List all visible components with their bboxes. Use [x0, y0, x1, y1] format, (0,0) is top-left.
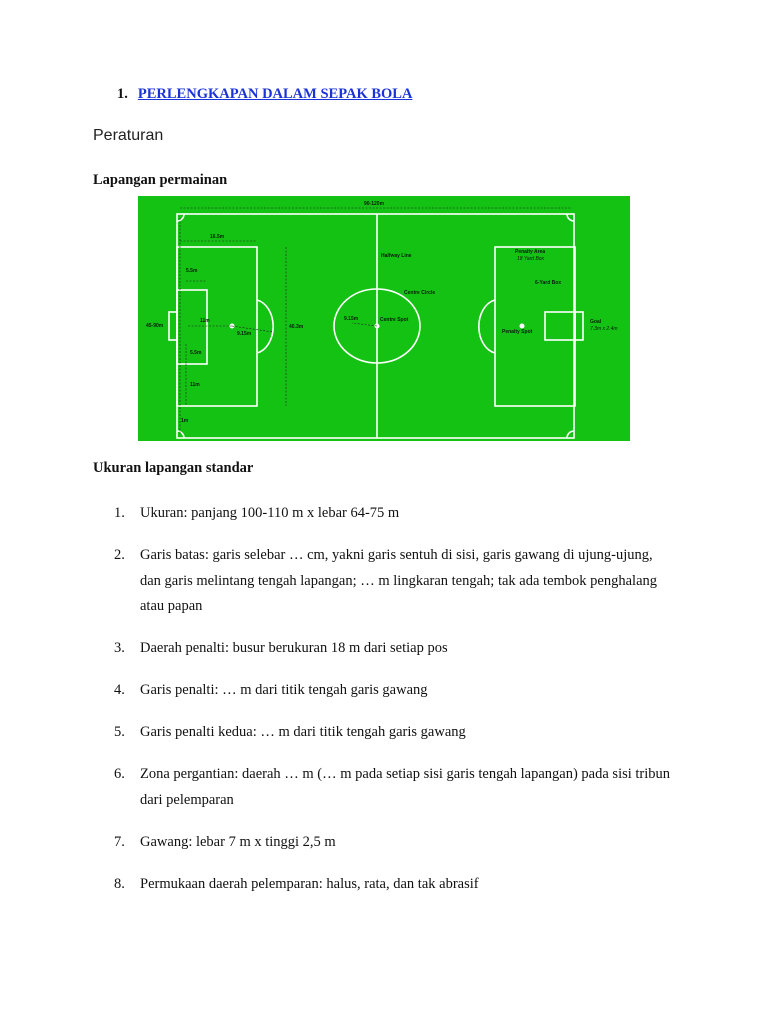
label-penalty-spot: Penalty Spot [502, 329, 533, 335]
list-item: 2. Garis batas: garis selebar … cm, yakni garis sentuh di sisi, garis gawang di ujung-ujung, dan garis melintang tengah lapangan; … m lingkaran tengah; tak ada tembok penghalang atau papan [114, 547, 658, 614]
standard-section-title: Ukuran lapangan standar [93, 460, 254, 476]
field-svg [138, 196, 630, 441]
field-section-title: Lapangan permainan [93, 172, 228, 188]
list-item: 8. Permukaan daerah pelemparan: halus, rata, dan tak abrasif [114, 875, 479, 892]
label-length: 90-120m [364, 201, 385, 207]
label-centre-circle: Centre Circle [404, 290, 436, 296]
left-goal [169, 312, 177, 340]
label-corner-radius: 1m [181, 418, 189, 424]
football-field-diagram [138, 196, 630, 441]
label-goal-post-offset: 11m [190, 382, 200, 388]
label-goal-area-length: 5.5m [186, 268, 198, 274]
list-item: 1. Ukuran: panjang 100-110 m x lebar 64-75 m [114, 505, 400, 521]
label-goal-size: 7.3m x 2.4m [590, 326, 618, 332]
label-goal: Goal [590, 319, 602, 325]
label-six-yard-box: 6-Yard Box [535, 280, 562, 286]
label-centre-spot: Centre Spot [380, 317, 409, 323]
label-penalty-area-width: 40.3m [289, 324, 304, 330]
label-width: 45-90m [146, 323, 164, 329]
right-penalty-area [495, 247, 575, 406]
label-penalty-area-sub: 18 Yard Box [517, 256, 545, 262]
label-penalty-area-length: 16.5m [210, 234, 225, 240]
subheading: Peraturan [93, 127, 164, 144]
label-halfway-line: Halfway Line [381, 253, 412, 259]
label-centre-radius: 9.15m [344, 316, 359, 322]
list-item: 5. Garis penalti kedua: … m dari titik tengah garis gawang [114, 724, 466, 740]
left-penalty-arc [257, 300, 273, 353]
label-penalty-area: Penalty Area [515, 249, 546, 255]
corner-arc-tr [567, 214, 574, 221]
corner-arc-bl [177, 431, 184, 438]
heading-link[interactable]: PERLENGKAPAN DALAM SEPAK BOLA [137, 86, 413, 102]
heading-number: 1. [117, 86, 128, 102]
list-item: 4. Garis penalti: … m dari titik tengah garis gawang [114, 682, 428, 698]
corner-arc-tl [177, 214, 184, 221]
right-penalty-spot [520, 324, 525, 329]
label-goal-area-depth: 5.5m [190, 350, 202, 356]
section-heading [117, 86, 412, 103]
list-item: 7. Gawang: lebar 7 m x tinggi 2,5 m [114, 833, 336, 850]
right-goal [575, 312, 583, 340]
right-penalty-arc [479, 300, 495, 353]
list-item: 3. Daerah penalti: busur berukuran 18 m dari setiap pos [114, 640, 448, 656]
label-penalty-arc-radius: 9.15m [237, 331, 252, 337]
list-item: 6. Zona pergantian: daerah … m (… m pada setiap sisi garis tengah lapangan) pada sisi tribun dari pelemparan [114, 766, 671, 808]
label-penalty-spot-distance: 11m [200, 318, 210, 324]
rules-list [93, 501, 673, 914]
right-goal-area [545, 312, 575, 340]
corner-arc-br [567, 431, 574, 438]
